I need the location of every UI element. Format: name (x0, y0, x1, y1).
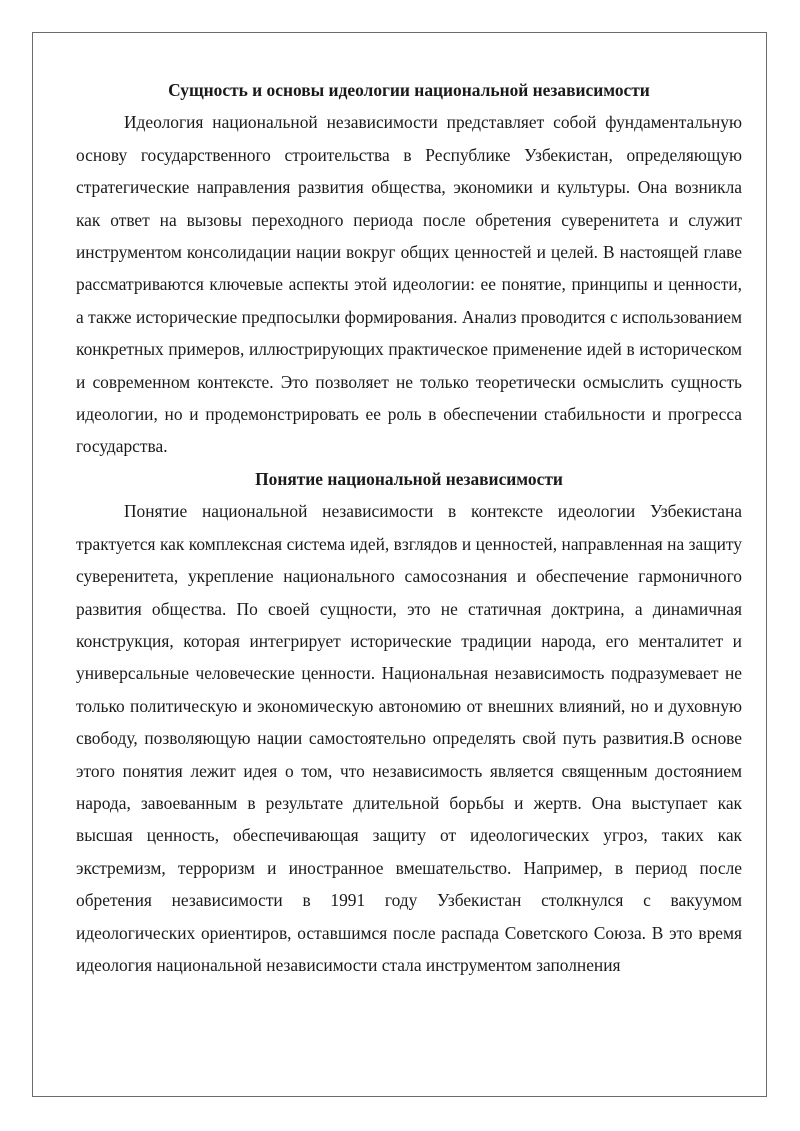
document-title: Сущность и основы идеологии национальной независимости (168, 80, 650, 100)
section-subheading: Понятие национальной независимости (255, 468, 563, 489)
concept-paragraph: Понятие национальной независимости в контексте идеологии Узбекистана трактуется как комплексная система идей, взглядов и ценностей, направленная на защиту суверенитета, укрепление национального самосознания и обеспечение гармоничного развития общества. По своей сущности, это не статичная доктрина, а динамичная конструкция, которая интегрирует исторические традиции народа, его менталитет и универсальные человеческие ценности. Национальная независимость подразумевает не только политическую и экономическую автономию от внешних влияний, но и духовную свободу, позволяющую нации самостоятельно определять свой путь развития.В основе этого понятия лежит идея о том, что независимость является священным достоянием народа, завоеванным в результате длительной борьбы и жертв. Она выступает как высшая ценность, обеспечивающая защиту от идеологических угроз, таких как экстремизм, терроризм и иностранное вмешательство. Например, в период после обретения независимости в 1991 году Узбекистан столкнулся с вакуумом идеологических ориентиров, оставшимся после распада Советского Союза. В это время идеология национальной независимости стала инструментом заполнения (76, 501, 742, 975)
document-body (76, 72, 742, 981)
intro-paragraph: Идеология национальной независимости представляет собой фундаментальную основу государственного строительства в Республике Узбекистан, определяющую стратегические направления развития общества, экономики и культуры. Она возникла как ответ на вызовы переходного периода после обретения суверенитета и служит инструментом консолидации нации вокруг общих ценностей и целей. В настоящей главе рассматриваются ключевые аспекты этой идеологии: ее понятие, принципы и ценности, а также исторические предпосылки формирования. Анализ проводится с использованием конкретных примеров, иллюстрирующих практическое применение идей в историческом и современном контексте. Это позволяет не только теоретически осмыслить сущность идеологии, но и продемонстрировать ее роль в обеспечении стабильности и прогресса государства. (76, 112, 742, 457)
